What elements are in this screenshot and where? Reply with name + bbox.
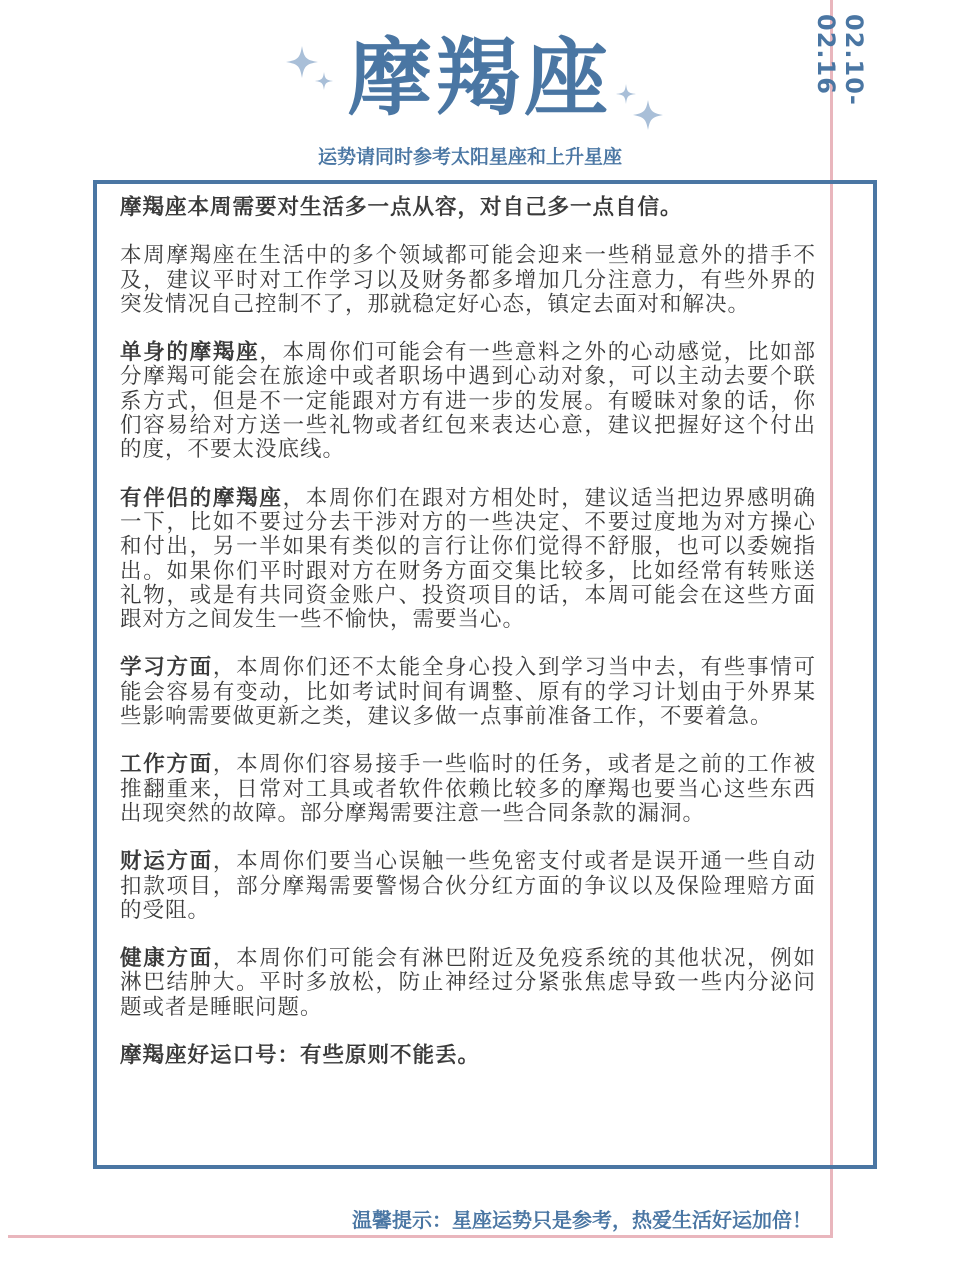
pink-horizontal-line — [8, 1235, 833, 1238]
horoscope-content — [120, 196, 816, 1092]
work-heading: 工作方面 — [120, 752, 213, 778]
health-text: ，本周你们可能会有淋巴附近及免疫系统的其他状况，例如淋巴结肿大。平时多放松，防止神经过分紧张焦虑导致一些内分泌问题或者是睡眠问题。 — [120, 946, 816, 1020]
partner-heading: 有伴侣的摩羯座 — [120, 485, 283, 511]
work-section — [120, 753, 816, 826]
date-range: 02.10-02.16 — [812, 14, 868, 106]
finance-section — [120, 850, 816, 923]
single-heading: 单身的摩羯座 — [120, 340, 260, 366]
intro-sentence: 摩羯座本周需要对生活多一点从容，对自己多一点自信。 — [120, 195, 683, 220]
health-heading: 健康方面 — [120, 946, 213, 972]
single-section — [120, 341, 816, 462]
finance-text: ，本周你们要当心误触一些免密支付或者是误开通一些自动扣款项目，部分摩羯需要警惕合伙分红方面的争议以及保险理赔方面的受阻。 — [120, 849, 816, 923]
study-heading: 学习方面 — [120, 655, 213, 681]
work-text: ，本周你们容易接手一些临时的任务，或者是之前的工作被推翻重来，日常对工具或者软件依赖比较多的摩羯也要当心这些东西出现突然的故障。部分摩羯需要注意一些合同条款的漏洞。 — [120, 752, 816, 826]
footer-tip: 温馨提示：星座运势只是参考，热爱生活好运加倍！ — [352, 1208, 812, 1232]
page-subtitle: 运势请同时参考太阳星座和上升星座 — [317, 146, 622, 168]
single-text: ，本周你们可能会有一些意料之外的心动感觉，比如部分摩羯可能会在旅途中或者职场中遇到心动对象，可以主动去要个联系方式，但是不一定能跟对方有进一步的发展。有暧昧对象的话，你们容易给对方送一些礼物或者红包来表达心意，建议把握好这个付出的度，不要太没底线。 — [120, 340, 816, 463]
study-section — [120, 656, 816, 729]
finance-heading: 财运方面 — [120, 849, 213, 875]
lucky-slogan: 摩羯座好运口号：有些原则不能丢。 — [120, 1043, 481, 1069]
overview-paragraph: 本周摩羯座在生活中的多个领域都可能会迎来一些稍显意外的措手不及，建议平时对工作学习以及财务都多增加几分注意力，有些外界的突发情况自己控制不了，那就稳定好心态，镇定去面对和解决。 — [120, 243, 816, 317]
page-title: 摩羯座 — [347, 29, 612, 127]
study-text: ，本周你们还不太能全身心投入到学习当中去，有些事情可能会容易有变动，比如考试时间有调整、原有的学习计划由于外界某些影响需要做更新之类，建议多做一点事前准备工作，不要着急。 — [120, 655, 816, 730]
partner-text: ，本周你们在跟对方相处时，建议适当把边界感明确一下，比如不要过分去干涉对方的一些决定、不要过度地为对方操心和付出，另一半如果有类似的言行让你们觉得不舒服，也可以委婉指出。如果你们平时跟对方在财务方面交集比较多，比如经常有转账送礼物，或是有共同资金账户、投资项目的话，本周可能会在这些方面跟对方之间发生一些不愉快，需要当心。 — [120, 485, 816, 633]
health-section — [120, 947, 816, 1020]
partner-section — [120, 487, 816, 633]
